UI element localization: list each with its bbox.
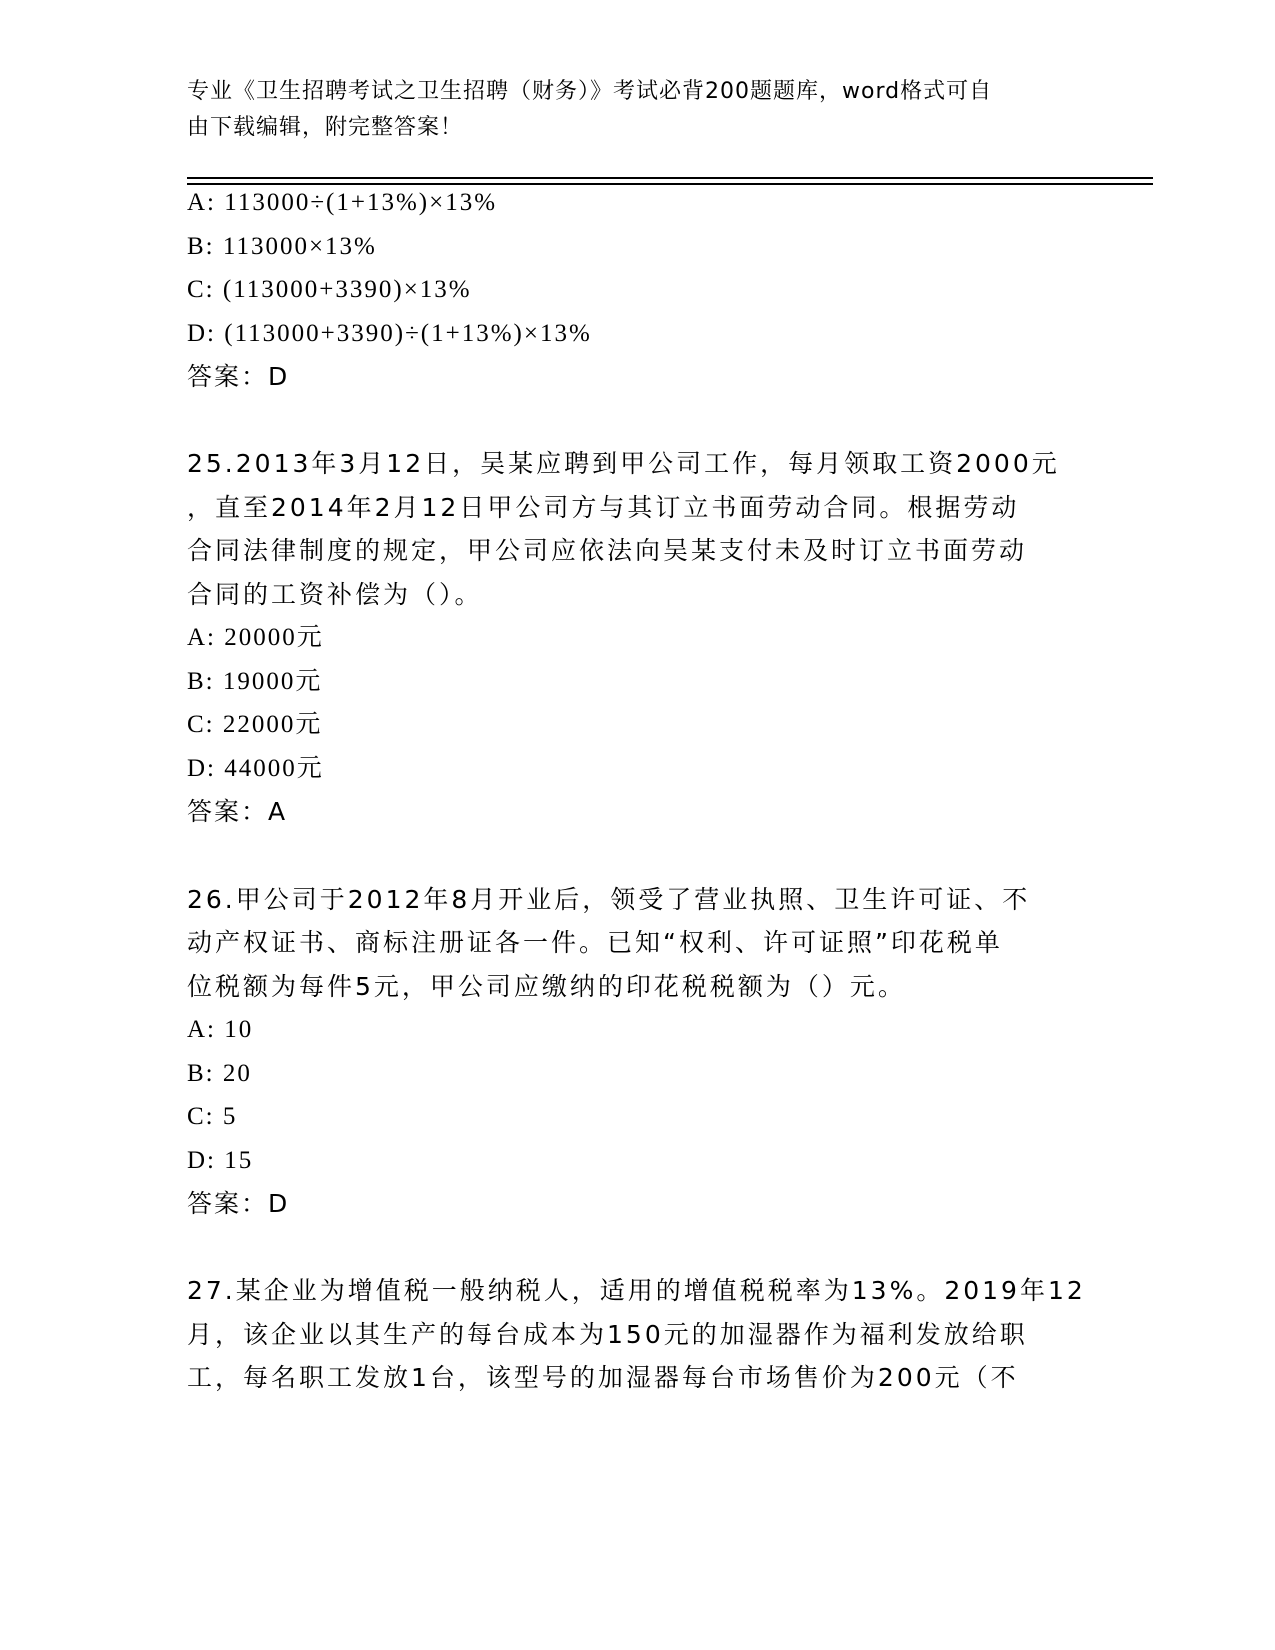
q26-option-c: C: 5 [187,1103,238,1130]
q25-text-line-4: 合同的工资补偿为（）。 [187,580,483,609]
q24-option-a: A: 113000÷(1+13%)×13% [187,189,498,216]
q26-text-line-2: 动产权证书、商标注册证各一件。已知“权利、许可证照”印花税单 [187,928,1003,957]
q25-option-d: D: 44000元 [187,755,324,782]
q25-text-line-1: 25.2013年3月12日，吴某应聘到甲公司工作，每月领取工资2000元 [187,449,1060,478]
q24-answer: 答案：D [187,362,290,391]
q26-text-line-1: 26.甲公司于2012年8月开业后，领受了营业执照、卫生许可证、不 [187,885,1031,914]
header-line-1: 专业《卫生招聘考试之卫生招聘（财务）》考试必背200题题库，word格式可自 [187,79,993,104]
q26-answer: 答案：D [187,1189,290,1218]
q25-option-a: A: 20000元 [187,624,324,651]
q24-option-c: C: (113000+3390)×13% [187,276,472,303]
q26-option-b: B: 20 [187,1060,252,1087]
q25-answer: 答案：A [187,797,288,826]
document-header [187,74,1067,146]
q27-text-line-1: 27.某企业为增值税一般纳税人，适用的增值税税率为13%。2019年12 [187,1276,1086,1305]
q27-text-line-2: 月，该企业以其生产的每台成本为150元的加湿器作为福利发放给职 [187,1320,1028,1349]
q26-option-d: D: 15 [187,1147,254,1174]
q26-text-line-3: 位税额为每件5元，甲公司应缴纳的印花税税额为（）元。 [187,972,906,1001]
q24-option-b: B: 113000×13% [187,233,377,260]
q26-option-a: A: 10 [187,1016,254,1043]
header-line-2: 由下载编辑，附完整答案！ [187,115,464,140]
q24-option-d: D: (113000+3390)÷(1+13%)×13% [187,320,592,347]
q27-text-line-3: 工，每名职工发放1台，该型号的加湿器每台市场售价为200元（不 [187,1363,1019,1392]
q25-option-b: B: 19000元 [187,668,323,695]
q25-option-c: C: 22000元 [187,711,323,738]
header-divider-top [187,177,1153,179]
q25-text-line-3: 合同法律制度的规定，甲公司应依法向吴某支付未及时订立书面劳动 [187,536,1028,565]
q25-text-line-2: ，直至2014年2月12日甲公司方与其订立书面劳动合同。根据劳动 [187,493,1020,522]
